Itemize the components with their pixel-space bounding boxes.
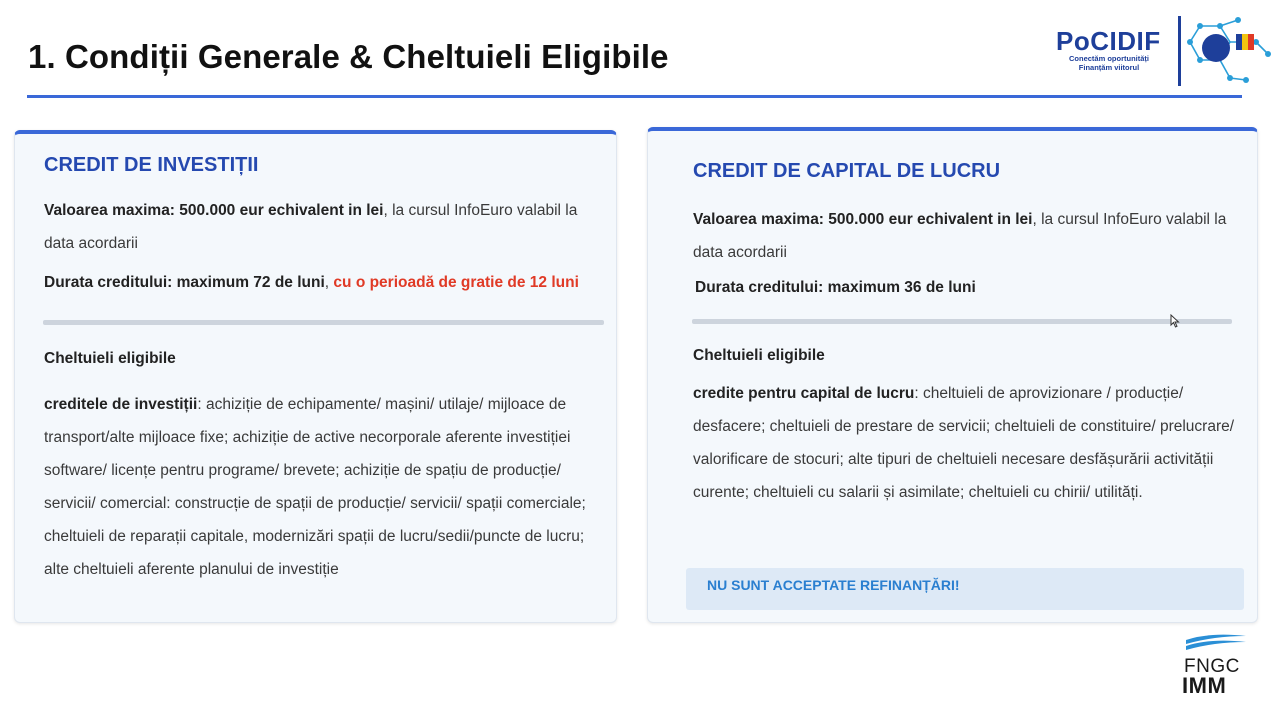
right-eligible-heading: Cheltuieli eligibile <box>693 347 825 364</box>
left-duration-label: Durata creditului: maximum 72 de luni <box>44 274 325 291</box>
right-eligible-bold: credite pentru capital de lucru <box>693 385 915 402</box>
right-duration <box>695 271 1235 304</box>
page-title: 1. Condiții Generale & Cheltuieli Eligibile <box>28 38 669 75</box>
right-eligible-body: : cheltuieli de aprovizionare / producție/ desfacere; cheltuieli de prestare de servicii; cheltuieli de constituire/ prelucrare/ valorificare de stocuri; alte tipuri de cheltuieli necesare desfășurării activității curente; cheltuieli cu salarii și asimilate; cheltuieli cu chirii/ utilități. <box>693 385 1235 501</box>
right-eligible-text <box>693 377 1243 509</box>
refinancing-notice <box>686 568 1244 610</box>
left-card-heading: CREDIT DE INVESTIȚII <box>44 154 259 176</box>
right-max-value-rest: , la cursul InfoEuro valabil la data acordarii <box>693 211 1227 261</box>
pocidif-logo-text: PoCIDIF <box>1056 26 1161 56</box>
left-duration: Durata creditului: maximum 72 de luni, cu o perioadă de gratie de 12 luni <box>44 274 579 291</box>
card-credit-investitii <box>14 130 617 623</box>
card-credit-capital-lucru <box>647 127 1258 623</box>
pocidif-logo <box>1050 14 1275 88</box>
pocidif-tagline-line2: Finanțăm viitorul <box>1078 63 1140 72</box>
network-graphic-icon <box>1186 14 1274 88</box>
imm-text: IMM <box>1182 673 1227 698</box>
left-eligible-text <box>44 388 606 586</box>
left-grace-period: cu o perioadă de gratie de 12 luni <box>333 274 579 291</box>
left-divider <box>43 320 604 325</box>
pocidif-tagline-line1: Conectăm oportunități <box>1069 54 1149 63</box>
pocidif-tagline <box>1050 54 1168 72</box>
fngc-text: FNGC <box>1184 656 1240 677</box>
right-divider <box>692 319 1232 324</box>
wave-icon <box>1180 632 1252 656</box>
title-underline <box>27 95 1242 98</box>
fngc-imm-logo <box>1180 632 1252 698</box>
right-duration-label: Durata creditului: maximum 36 de luni <box>695 279 976 296</box>
mouse-cursor-icon <box>1170 314 1180 328</box>
left-eligible-bold: creditele de investiții <box>44 396 198 413</box>
refinancing-notice-text: NU SUNT ACCEPTATE REFINANȚĂRI! <box>707 577 960 593</box>
left-max-value-label: Valoarea maxima: 500.000 eur echivalent in lei <box>44 202 384 219</box>
left-eligible-body: : achiziție de echipamente/ mașini/ utilaje/ mijloace de transport/alte mijloace fixe; achiziție de active necorporale aferente investiției software/ licențe pentru programe/ brevete; achiziție de spațiu de producție/ servicii/ comercial: construcție de spații de producție/ servicii/ spații comerciale; cheltuieli de reparații capitale, modernizări spații de lucru/sedii/puncte de lucru; alte cheltuieli aferente planului de investiție <box>44 396 586 578</box>
right-card-heading: CREDIT DE CAPITAL DE LUCRU <box>693 160 1001 182</box>
right-max-value <box>693 203 1233 269</box>
right-max-value-label: Valoarea maxima: 500.000 eur echivalent in lei <box>693 211 1033 228</box>
left-max-value-rest: , la cursul InfoEuro valabil la data acordarii <box>44 202 578 252</box>
left-eligible-heading: Cheltuieli eligibile <box>44 350 176 367</box>
left-max-value <box>44 194 604 260</box>
logo-separator <box>1178 16 1181 86</box>
